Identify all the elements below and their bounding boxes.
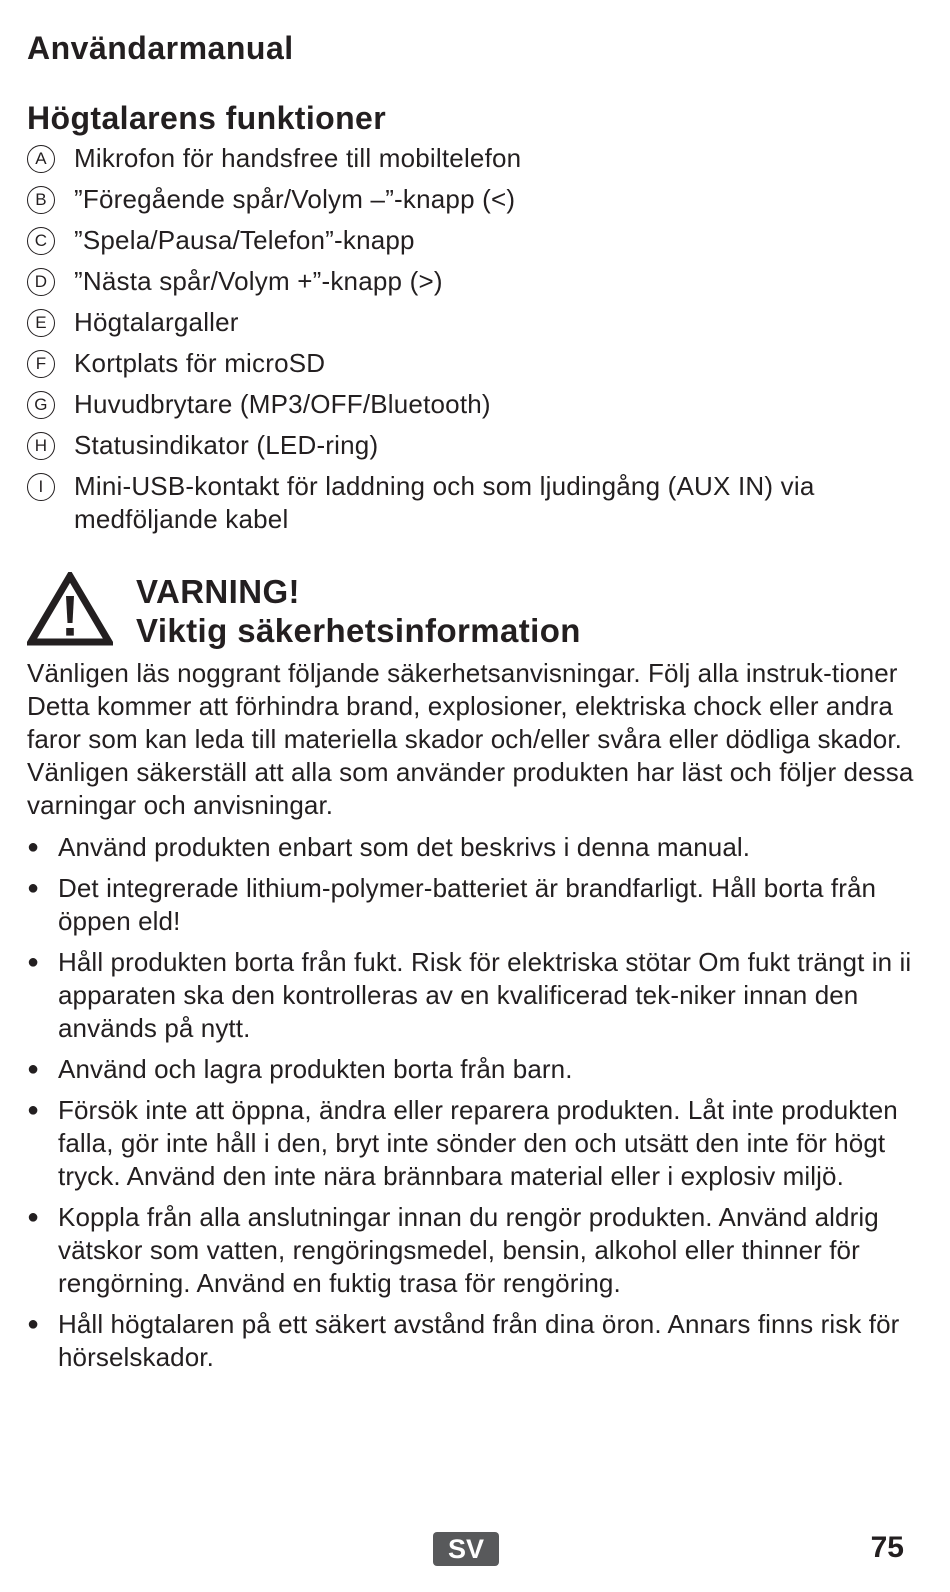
bullet-icon: ● [27, 1099, 40, 1121]
feature-text-c: ”Spela/Pausa/Telefon”-knapp [74, 225, 415, 255]
warning-title: VARNING! [136, 573, 300, 610]
feature-marker-a: A [27, 145, 55, 173]
bullet-icon: ● [27, 1313, 40, 1335]
language-badge: SV [433, 1532, 499, 1566]
safety-text-3: Håll produkten borta från fukt. Risk för elektriska stötar Om fukt trängt in ii apparaten ska den kontrolleras av en kvalificerad tek-niker innan den används på nytt. [58, 947, 912, 1043]
bullet-icon: ● [27, 1206, 40, 1228]
feature-text-h: Statusindikator (LED-ring) [74, 430, 379, 460]
feature-item-c [27, 224, 917, 257]
safety-item-3 [27, 946, 922, 1045]
safety-item-6 [27, 1201, 922, 1300]
feature-marker-i: I [27, 473, 55, 501]
feature-item-f [27, 347, 917, 380]
feature-marker-h: H [27, 432, 55, 460]
bullet-icon: ● [27, 951, 40, 973]
feature-item-d [27, 265, 917, 298]
feature-item-i [27, 470, 917, 536]
feature-marker-b: B [27, 186, 55, 214]
feature-text-e: Högtalargaller [74, 307, 239, 337]
feature-text-i: Mini-USB-kontakt för laddning och som ljudingång (AUX IN) via medföljande kabel [74, 471, 815, 534]
warning-header [27, 572, 917, 652]
safety-item-5 [27, 1094, 922, 1193]
safety-list [27, 831, 922, 1382]
safety-item-2 [27, 872, 922, 938]
feature-item-h [27, 429, 917, 462]
feature-item-a [27, 142, 917, 175]
bullet-icon: ● [27, 836, 40, 858]
safety-intro-paragraph: Vänligen läs noggrant följande säkerhetsanvisningar. Följ alla instruk-tioner Detta kommer att förhindra brand, explosioner, elektriska chock eller andra faror som kan leda till materiella skador och/eller svåra eller dödliga skador. Vänligen säkerställ att alla som använder produkten har läst och följer dessa varningar och anvisningar. [27, 658, 914, 820]
safety-text-1: Använd produkten enbart som det beskrivs i denna manual. [58, 832, 751, 862]
features-heading: Högtalarens funktioner [27, 100, 387, 136]
document-title: Användarmanual [27, 30, 294, 66]
feature-marker-d: D [27, 268, 55, 296]
safety-item-4 [27, 1053, 922, 1086]
warning-triangle-icon [27, 572, 113, 646]
feature-marker-e: E [27, 309, 55, 337]
safety-text-4: Använd och lagra produkten borta från barn. [58, 1054, 573, 1084]
safety-item-1 [27, 831, 922, 864]
feature-marker-c: C [27, 227, 55, 255]
safety-text-6: Koppla från alla anslutningar innan du rengör produkten. Använd aldrig vätskor som vatten, rengöringsmedel, bensin, alkohol eller thinner för rengörning. Använd en fuktig trasa för rengöring. [58, 1202, 879, 1298]
bullet-icon: ● [27, 1058, 40, 1080]
feature-item-g [27, 388, 917, 421]
feature-text-g: Huvudbrytare (MP3/OFF/Bluetooth) [74, 389, 491, 419]
safety-text-7: Håll högtalaren på ett säkert avstånd från dina öron. Annars finns risk för hörselskador. [58, 1309, 900, 1372]
feature-text-f: Kortplats för microSD [74, 348, 326, 378]
feature-marker-g: G [27, 391, 55, 419]
feature-text-d: ”Nästa spår/Volym +”-knapp (>) [74, 266, 443, 296]
safety-item-7 [27, 1308, 922, 1374]
safety-text-2: Det integrerade lithium-polymer-batteriet är brandfarligt. Håll borta från öppen eld! [58, 873, 877, 936]
feature-item-b [27, 183, 917, 216]
safety-text-5: Försök inte att öppna, ändra eller reparera produkten. Låt inte produkten falla, gör inte håll i den, bryt inte sönder den och utsätt den inte för högt tryck. Använd den inte nära brännbara material eller i explosiv miljö. [58, 1095, 898, 1191]
page-number: 75 [870, 1531, 904, 1564]
feature-marker-f: F [27, 350, 55, 378]
feature-text-a: Mikrofon för handsfree till mobiltelefon [74, 143, 522, 173]
feature-list [27, 142, 917, 544]
bullet-icon: ● [27, 877, 40, 899]
feature-text-b: ”Föregående spår/Volym –”-knapp (<) [74, 184, 516, 214]
warning-subtitle: Viktig säkerhetsinformation [136, 612, 581, 649]
feature-item-e [27, 306, 917, 339]
